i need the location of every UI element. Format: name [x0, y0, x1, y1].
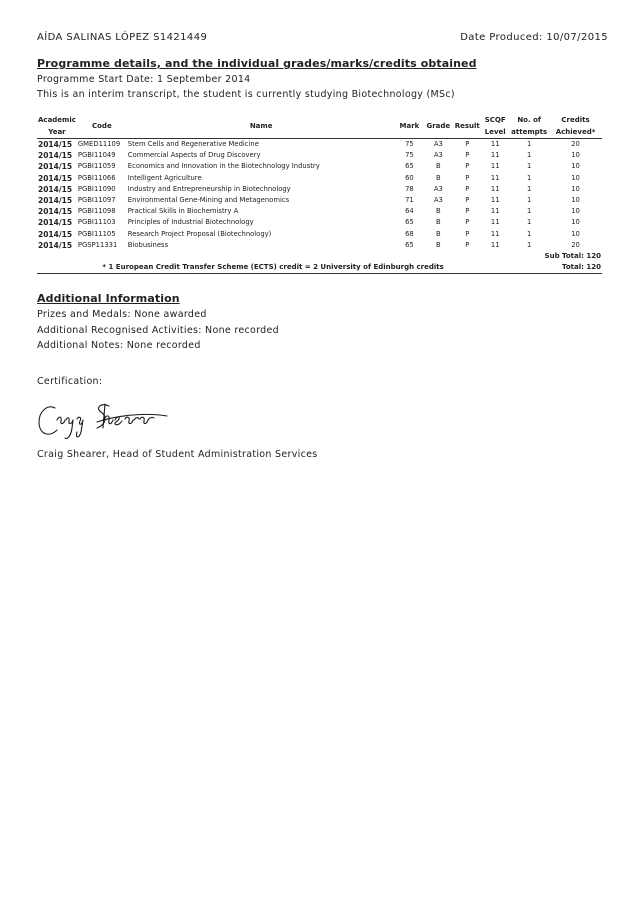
cell-year: 2014/15	[38, 162, 73, 172]
cell-credits: 10	[571, 218, 580, 227]
table-row	[37, 217, 602, 228]
cell-mark: 65	[405, 218, 414, 227]
table-row	[37, 240, 602, 251]
cell-attempts: 1	[526, 196, 532, 205]
table-row	[37, 206, 602, 217]
header-name: Name	[127, 114, 396, 139]
signatory: Craig Shearer, Head of Student Administration Services	[37, 449, 318, 460]
cell-grade: B	[436, 173, 441, 182]
cell-code: PGBI11103	[77, 218, 116, 227]
grades-table	[37, 114, 602, 274]
signature-image	[35, 398, 175, 442]
cell-grade: A3	[433, 151, 443, 160]
cell-mark: 68	[405, 229, 414, 238]
sub-total: Sub Total: 120	[544, 252, 601, 261]
cell-scqf: 11	[490, 184, 500, 193]
recognised-activities: Additional Recognised Activities: None recorded	[37, 325, 279, 336]
header-grade: Grade	[423, 114, 453, 139]
header-attempts: No. of attempts	[509, 114, 549, 139]
cell-result: P	[465, 162, 470, 171]
cell-scqf: 11	[490, 196, 500, 205]
cell-code: PGBI11090	[77, 184, 116, 193]
header-mark: Mark	[395, 114, 423, 139]
cell-attempts: 1	[526, 184, 532, 193]
cell-name: Environmental Gene-Mining and Metagenomics	[127, 196, 290, 205]
table-row	[37, 173, 602, 184]
cell-year: 2014/15	[38, 207, 73, 217]
cell-name: Intelligent Agriculture	[127, 173, 202, 182]
programme-section-title: Programme details, and the individual grades/marks/credits obtained	[37, 57, 477, 70]
total: Total: 120	[509, 262, 602, 274]
cell-name: Biobusiness	[127, 240, 169, 249]
cell-year: 2014/15	[38, 140, 73, 149]
cell-credits: 10	[571, 196, 580, 205]
header-year: Academic Year	[37, 114, 77, 139]
cell-result: P	[465, 173, 470, 182]
cell-mark: 71	[405, 196, 414, 205]
interim-note: This is an interim transcript, the student is currently studying Biotechnology (MSc)	[37, 89, 455, 100]
cell-mark: 75	[405, 140, 414, 148]
cell-credits: 10	[571, 162, 580, 171]
cell-scqf: 11	[490, 162, 500, 171]
cell-name: Stem Cells and Regenerative Medicine	[127, 140, 259, 148]
cell-mark: 65	[405, 162, 414, 171]
cell-year: 2014/15	[38, 240, 73, 250]
cell-scqf: 11	[490, 207, 500, 216]
table-row	[37, 139, 602, 151]
cell-credits: 20	[571, 140, 580, 148]
cell-scqf: 11	[490, 140, 500, 148]
cell-year: 2014/15	[38, 229, 73, 239]
cell-attempts: 1	[526, 229, 532, 238]
cell-grade: B	[436, 240, 441, 249]
cell-code: PGBI11097	[77, 196, 116, 205]
cell-attempts: 1	[526, 140, 532, 148]
cell-attempts: 1	[526, 218, 532, 227]
table-row	[37, 195, 602, 206]
table-row	[37, 150, 602, 161]
cell-attempts: 1	[526, 162, 532, 171]
cell-name: Economics and Innovation in the Biotechnology Industry	[127, 162, 320, 171]
total-row	[37, 262, 602, 274]
cell-scqf: 11	[490, 218, 500, 227]
cell-mark: 64	[405, 207, 414, 216]
cell-credits: 10	[571, 207, 580, 216]
cell-scqf: 11	[490, 229, 500, 238]
cell-name: Research Project Proposal (Biotechnology)	[127, 229, 272, 238]
cell-result: P	[465, 229, 470, 238]
cell-grade: B	[436, 229, 441, 238]
cell-mark: 75	[405, 151, 414, 160]
cell-credits: 20	[571, 240, 580, 249]
cell-code: GMED11109	[77, 140, 121, 148]
cell-scqf: 11	[490, 151, 500, 160]
cell-grade: B	[436, 207, 441, 216]
cell-grade: A3	[433, 196, 443, 205]
cell-grade: A3	[433, 140, 443, 148]
additional-info-title: Additional Information	[37, 292, 180, 305]
header-code: Code	[77, 114, 127, 139]
cell-code: PGBI11098	[77, 207, 116, 216]
cell-result: P	[465, 151, 470, 160]
date-produced: Date Produced: 10/07/2015	[460, 32, 608, 43]
table-header-row	[37, 114, 602, 139]
additional-notes: Additional Notes: None recorded	[37, 340, 201, 351]
cell-year: 2014/15	[38, 173, 73, 183]
header-result: Result	[453, 114, 481, 139]
cell-scqf: 11	[490, 173, 500, 182]
cell-grade: B	[436, 218, 441, 227]
cell-result: P	[465, 207, 470, 216]
cell-mark: 78	[405, 184, 414, 193]
cell-year: 2014/15	[38, 184, 73, 194]
cell-result: P	[465, 240, 470, 249]
cell-result: P	[465, 140, 470, 148]
cell-name: Principles of Industrial Biotechnology	[127, 218, 254, 227]
student-name-id: AÍDA SALINAS LÓPEZ S1421449	[37, 32, 208, 43]
cell-name: Industry and Entrepreneurship in Biotechnology	[127, 184, 291, 193]
cell-grade: A3	[433, 184, 443, 193]
cell-attempts: 1	[526, 207, 532, 216]
header-scqf: SCQF Level	[481, 114, 509, 139]
cell-result: P	[465, 196, 470, 205]
cell-credits: 10	[571, 229, 580, 238]
table-row	[37, 184, 602, 195]
cell-result: P	[465, 218, 470, 227]
cell-name: Practical Skills in Biochemistry A	[127, 207, 239, 216]
cell-scqf: 11	[490, 240, 500, 249]
cell-code: PGBI11066	[77, 173, 116, 182]
certification-label: Certification:	[37, 376, 103, 387]
table-row	[37, 229, 602, 240]
cell-credits: 10	[571, 184, 580, 193]
cell-attempts: 1	[526, 151, 532, 160]
subtotal-row	[37, 251, 602, 262]
cell-code: PGBI11059	[77, 162, 116, 171]
cell-result: P	[465, 184, 470, 193]
cell-grade: B	[436, 162, 441, 171]
cell-code: PGBI11105	[77, 229, 116, 238]
cell-mark: 65	[405, 240, 414, 249]
cell-mark: 60	[405, 173, 414, 182]
cell-attempts: 1	[526, 173, 532, 182]
cell-credits: 10	[571, 173, 580, 182]
prizes-medals: Prizes and Medals: None awarded	[37, 309, 207, 320]
ects-note: * 1 European Credit Transfer Scheme (ECTS) credit = 2 University of Edinburgh credits	[37, 262, 509, 274]
cell-attempts: 1	[526, 240, 532, 249]
cell-credits: 10	[571, 151, 580, 160]
cell-year: 2014/15	[38, 151, 73, 161]
programme-start-date: Programme Start Date: 1 September 2014	[37, 74, 251, 85]
cell-name: Commercial Aspects of Drug Discovery	[127, 151, 261, 160]
cell-year: 2014/15	[38, 196, 73, 206]
header-credits: Credits Achieved*	[549, 114, 602, 139]
cell-year: 2014/15	[38, 218, 73, 228]
cell-code: PGSP11331	[77, 240, 118, 249]
table-row	[37, 161, 602, 172]
cell-code: PGBI11049	[77, 151, 116, 160]
